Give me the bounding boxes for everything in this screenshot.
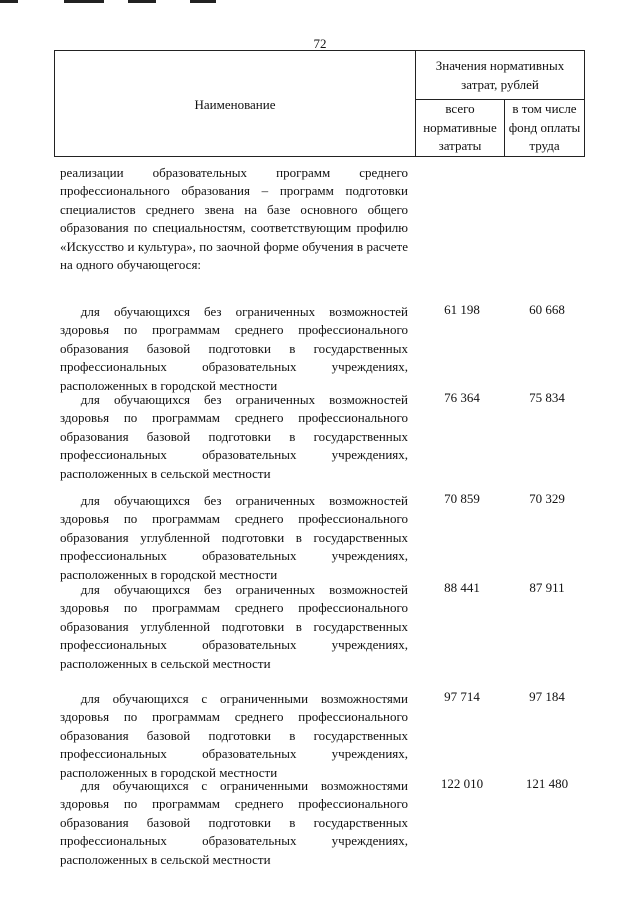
- row-name: для обучающихся с ограниченными возможностями здоровья по программам среднего профессионального образования базовой подготовки в государственных профессиональных образовательных учреждениях, расположенных в сельской местности: [60, 778, 408, 867]
- row-total: 97 714: [444, 689, 480, 704]
- row-name: для обучающихся без ограниченных возможностей здоровья по программам среднего профессионального образования углубленной подготовки в государственных профессиональных образовательных учреждениях, расположенных в городской местности: [60, 493, 408, 582]
- header-total-label: всего нормативные затраты: [423, 101, 497, 153]
- page-number: 72: [313, 36, 327, 51]
- header-payroll-label: в том числе фонд оплаты труда: [508, 101, 581, 153]
- row-total: 88 441: [444, 580, 480, 595]
- row-total: 76 364: [444, 390, 480, 405]
- intro-text: реализации образовательных программ среднего профессионального образования – программ подготовки специалистов среднего звена на базе основного общего образования по специальностям, соответствующим профилю «Искусство и культура», по заочной форме обучения в расчете на одного обучающегося:: [60, 165, 408, 273]
- row-payroll: 60 668: [529, 302, 565, 317]
- row-total: 70 859: [444, 491, 480, 506]
- row-payroll: 70 329: [529, 491, 565, 506]
- header-values-label: Значения нормативных затрат, рублей: [435, 58, 565, 92]
- row-payroll: 97 184: [529, 689, 565, 704]
- header-name-label: Наименование: [194, 97, 276, 112]
- row-name: для обучающихся без ограниченных возможностей здоровья по программам среднего профессионального образования базовой подготовки в государственных профессиональных образовательных учреждениях, расположенных в сельской местности: [60, 392, 408, 481]
- scan-top-marks: [0, 0, 640, 6]
- row-payroll: 121 480: [525, 776, 569, 791]
- row-name: для обучающихся без ограниченных возможностей здоровья по программам среднего профессионального образования базовой подготовки в государственных профессиональных образовательных учреждениях, расположенных в городской местности: [60, 304, 408, 393]
- row-payroll: 75 834: [529, 390, 565, 405]
- row-name: для обучающихся с ограниченными возможностями здоровья по программам среднего профессионального образования базовой подготовки в государственных профессиональных образовательных учреждениях, расположенных в городской местности: [60, 691, 408, 780]
- table-header: [54, 50, 585, 157]
- row-total: 122 010: [440, 776, 484, 791]
- row-name: для обучающихся без ограниченных возможностей здоровья по программам среднего профессионального образования углубленной подготовки в государственных профессиональных образовательных учреждениях, расположенных в сельской местности: [60, 582, 408, 671]
- row-total: 61 198: [444, 302, 480, 317]
- row-payroll: 87 911: [529, 580, 565, 595]
